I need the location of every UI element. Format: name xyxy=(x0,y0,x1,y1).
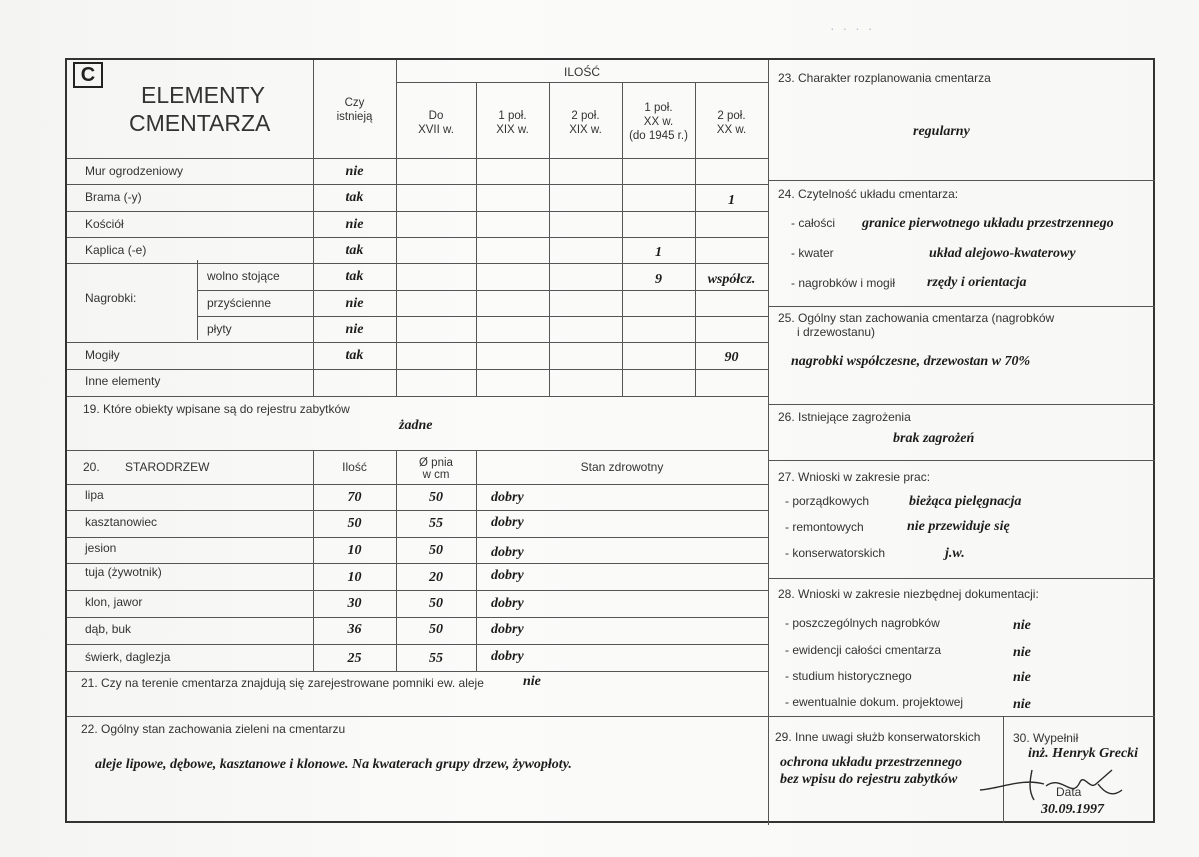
s27-item-label: - porządkowych xyxy=(785,494,870,508)
faded-stamp: · · · · xyxy=(830,20,875,36)
s30-label: 30. Wypełnił xyxy=(1013,731,1079,745)
s26-value: brak zagrożeń xyxy=(893,431,975,446)
tree-diam: 20 xyxy=(429,570,443,585)
s20-col-qty: Ilość xyxy=(342,460,367,474)
row-label-przyscienne: przyścienne xyxy=(207,296,272,310)
tree-name: dąb, buk xyxy=(85,622,132,636)
tree-name: klon, jawor xyxy=(85,595,143,609)
tree-diam: 55 xyxy=(429,516,443,531)
exists-wolno-stojace: tak xyxy=(345,269,364,284)
s24-item-label: - całości xyxy=(791,216,836,230)
row-label-wolno-stojace: wolno stojące xyxy=(207,269,280,283)
s25-value: nagrobki współczesne, drzewostan w 70% xyxy=(791,354,1031,369)
s19-value: żadne xyxy=(399,418,433,433)
tree-health: dobry xyxy=(491,515,524,530)
exists-plyty: nie xyxy=(345,322,364,337)
s20-num: 20. xyxy=(83,460,100,474)
s28-item-value: nie xyxy=(1013,670,1031,685)
s20-col-diam-2: w cm xyxy=(422,469,450,481)
elements-title-2: CMENTARZA xyxy=(129,110,271,136)
period-4-c: (do 1945 r.) xyxy=(629,130,688,142)
tree-name: kasztanowiec xyxy=(85,515,158,529)
ilosc-header: ILOŚĆ xyxy=(563,65,600,79)
tree-diam: 50 xyxy=(429,596,443,611)
s24-label: 24. Czytelność układu cmentarza: xyxy=(778,187,959,201)
s24-item-value: granice pierwotnego układu przestrzennego xyxy=(862,216,1114,231)
qty-mogily-p5: 90 xyxy=(724,350,739,365)
row-label-plyty: płyty xyxy=(207,322,232,336)
tree-diam: 50 xyxy=(429,490,443,505)
s29-label: 29. Inne uwagi służb konserwatorskich xyxy=(775,730,981,744)
s23-value: regularny xyxy=(913,124,970,139)
col-exists-2: istnieją xyxy=(336,111,373,123)
s27-item-value: nie przewiduje się xyxy=(907,519,1010,534)
row-label-mogily: Mogiły xyxy=(85,348,120,362)
tree-qty: 25 xyxy=(347,651,362,666)
s19-label: 19. Które obiekty wpisane są do rejestru zabytków xyxy=(83,402,350,416)
s20-col-health: Stan zdrowotny xyxy=(580,460,664,474)
s20-col-diam-1: Ø pnia xyxy=(419,457,453,469)
s20-title: STARODRZEW xyxy=(125,460,210,474)
exists-brama: tak xyxy=(345,190,364,205)
s24-item-value: układ alejowo-kwaterowy xyxy=(929,246,1076,261)
row-label-mur: Mur ogrodzeniowy xyxy=(85,164,184,178)
s27-item-label: - remontowych xyxy=(785,520,864,534)
s22-value: aleje lipowe, dębowe, kasztanowe i klonowe. Na kwaterach grupy drzew, żywopłoty. xyxy=(95,757,572,772)
section-letter: C xyxy=(73,62,103,88)
tree-health: dobry xyxy=(491,622,524,637)
tree-name: lipa xyxy=(85,488,104,502)
s29-value-1: ochrona układu przestrzennego xyxy=(780,755,963,770)
tree-health: dobry xyxy=(491,490,524,505)
s29-value-2: bez wpisu do rejestru zabytków xyxy=(780,772,958,787)
s22-label: 22. Ogólny stan zachowania zieleni na cmentarzu xyxy=(81,722,346,736)
tree-health: dobry xyxy=(491,545,524,560)
tree-diam: 50 xyxy=(429,622,443,637)
tree-name: jesion xyxy=(85,541,117,555)
period-1-b: XVII w. xyxy=(418,124,454,136)
s28-item-label: - poszczególnych nagrobków xyxy=(785,616,940,630)
tree-qty: 10 xyxy=(347,543,362,558)
tree-qty: 30 xyxy=(347,596,362,611)
s26-label: 26. Istniejące zagrożenia xyxy=(778,410,911,424)
s25-label-2: i drzewostanu) xyxy=(797,325,876,339)
s27-label: 27. Wnioski w zakresie prac: xyxy=(778,470,931,484)
s24-item-label: - kwater xyxy=(791,246,834,260)
row-label-brama: Brama (-y) xyxy=(85,190,142,204)
tree-health: dobry xyxy=(491,596,524,611)
s28-item-value: nie xyxy=(1013,697,1031,712)
row-label-kaplica: Kaplica (-e) xyxy=(85,243,147,257)
s24-item-label: - nagrobków i mogił xyxy=(791,276,896,290)
period-5-a: 2 poł. xyxy=(717,110,746,122)
tree-health: dobry xyxy=(491,568,524,583)
s30-date-label: Data xyxy=(1056,785,1082,799)
s21-label: 21. Czy na terenie cmentarza znajdują się zarejestrowane pomniki ew. aleje xyxy=(81,676,484,690)
exists-kaplica: tak xyxy=(345,243,364,258)
s28-item-label: - studium historycznego xyxy=(785,669,912,683)
s25-label-1: 25. Ogólny stan zachowania cmentarza (nagrobków xyxy=(778,311,1055,325)
period-3-a: 2 poł. xyxy=(571,110,600,122)
signature xyxy=(972,760,1142,808)
tree-qty: 10 xyxy=(347,570,362,585)
s27-item-value: bieżąca pielęgnacja xyxy=(909,494,1022,509)
period-3-b: XIX w. xyxy=(569,124,602,136)
tree-qty: 36 xyxy=(347,622,362,637)
period-4-a: 1 poł. xyxy=(644,102,673,114)
s30-date: 30.09.1997 xyxy=(1041,802,1104,817)
s28-label: 28. Wnioski w zakresie niezbędnej dokumentacji: xyxy=(778,587,1039,601)
tree-qty: 50 xyxy=(347,516,362,531)
exists-przyscienne: nie xyxy=(345,296,364,311)
form-frame xyxy=(65,58,1155,823)
s28-item-label: - ewidencji całości cmentarza xyxy=(785,643,942,657)
tree-name: świerk, daglezja xyxy=(85,650,171,664)
s21-value: nie xyxy=(523,674,541,689)
s28-item-value: nie xyxy=(1013,645,1031,660)
tree-qty: 70 xyxy=(347,490,362,505)
qty-wolno-p5: współcz. xyxy=(707,272,756,287)
s23-label: 23. Charakter rozplanowania cmentarza xyxy=(778,71,991,85)
exists-mogily: tak xyxy=(345,348,364,363)
tree-health: dobry xyxy=(491,649,524,664)
period-4-b: XX w. xyxy=(643,116,674,128)
s27-item-label: - konserwatorskich xyxy=(785,546,886,560)
period-5-b: XX w. xyxy=(716,124,747,136)
row-label-inne: Inne elementy xyxy=(85,374,161,388)
elements-title-1: ELEMENTY xyxy=(141,82,265,108)
tree-name: tuja (żywotnik) xyxy=(85,565,162,579)
row-label-kosciol: Kościół xyxy=(85,217,124,231)
nagrobki-label: Nagrobki: xyxy=(85,291,137,305)
qty-kaplica-p4: 1 xyxy=(655,245,662,260)
s28-item-label: - ewentualnie dokum. projektowej xyxy=(785,695,964,709)
exists-mur: nie xyxy=(345,164,364,179)
s27-item-value: j.w. xyxy=(945,546,965,561)
exists-kosciol: nie xyxy=(345,217,364,232)
tree-diam: 50 xyxy=(429,543,443,558)
s30-name: inż. Henryk Grecki xyxy=(1028,746,1139,761)
s24-item-value: rzędy i orientacja xyxy=(927,275,1027,290)
qty-wolno-p4: 9 xyxy=(655,272,662,287)
period-1-a: Do xyxy=(428,110,444,122)
period-2-b: XIX w. xyxy=(496,124,529,136)
qty-brama-p5: 1 xyxy=(728,193,735,208)
tree-diam: 55 xyxy=(429,651,443,666)
col-exists-1: Czy xyxy=(344,97,365,109)
period-2-a: 1 poł. xyxy=(498,110,527,122)
s28-item-value: nie xyxy=(1013,618,1031,633)
